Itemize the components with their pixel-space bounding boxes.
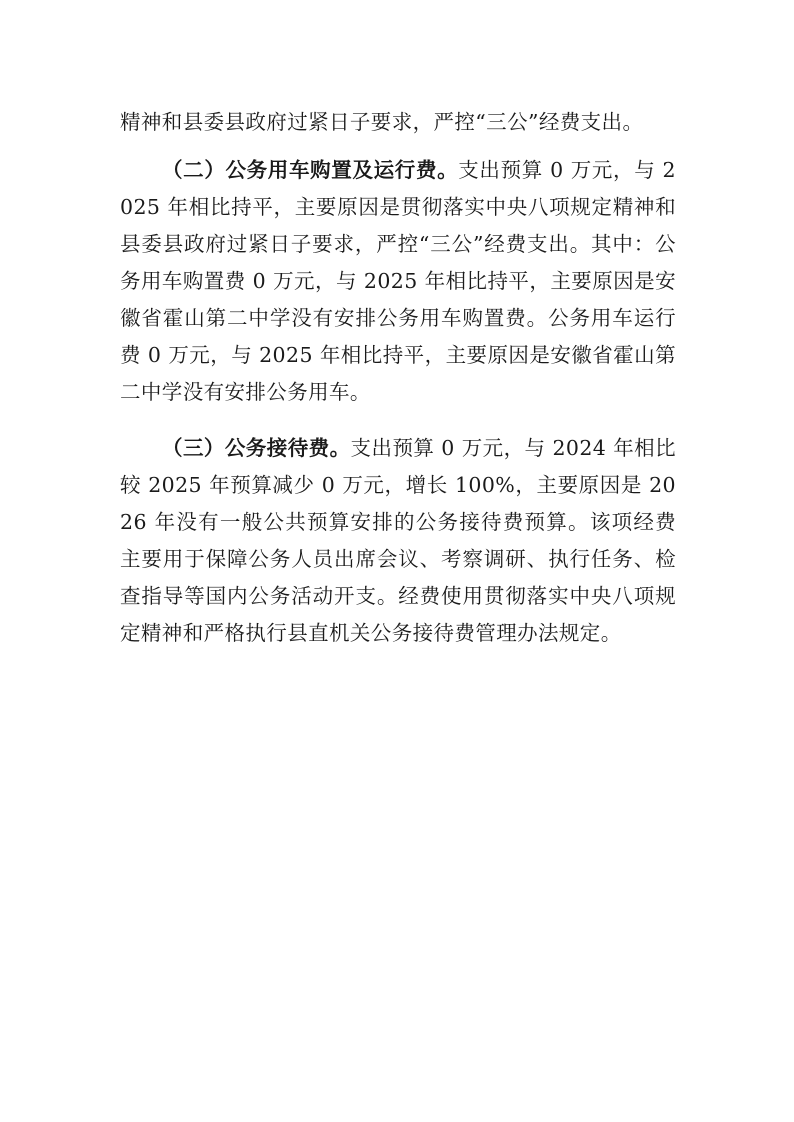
section-heading-vehicle: （二）公务用车购置及运行费。 <box>162 158 459 182</box>
section-heading-reception: （三）公务接待费。 <box>162 436 351 460</box>
paragraph-reception-costs <box>120 430 676 652</box>
paragraph-body: 支出预算 0 万元，与 2024 年相比较 2025 年预算减少 0 万元，增长 100%，主要原因是 2026 年没有一般公共预算安排的公务接待费预算。该项经费主要用于保障公务人员出席会议、考察调研、执行任务、检查指导等国内公务活动开支。经费使用贯彻落实中央八项规定精神和严格执行县直机关公务接待费管理办法规定。 <box>120 436 677 645</box>
paragraph-body: 精神和县委县政府过紧日子要求，严控“三公”经费支出。 <box>120 110 644 134</box>
paragraph-body: 支出预算 0 万元，与 2025 年相比持平，主要原因是贯彻落实中央八项规定精神和县委县政府过紧日子要求，严控“三公”经费支出。其中：公务用车购置费 0 万元，与 2025 年相比持平，主要原因是安徽省霍山第二中学没有安排公务用车购置费。公务用车运行费 0 万元，与 2025 年相比持平，主要原因是安徽省霍山第二中学没有安排公务用车。 <box>120 158 676 404</box>
paragraph-continuation <box>120 104 676 141</box>
paragraph-vehicle-costs <box>120 152 676 411</box>
